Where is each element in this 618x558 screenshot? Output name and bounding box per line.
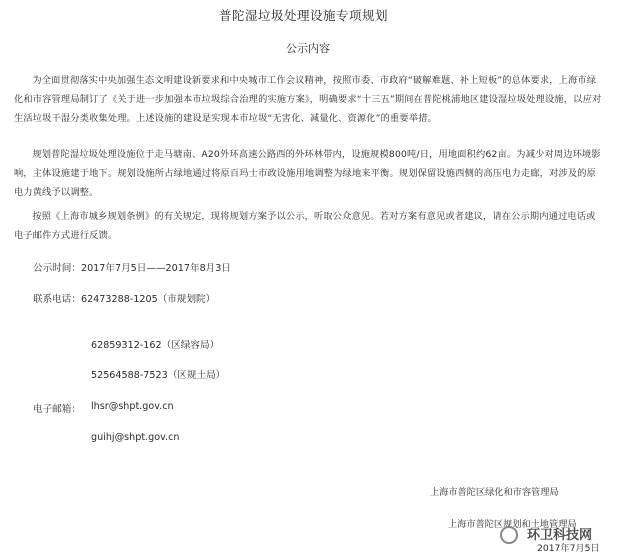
document-title: 普陀湿垃圾处理设施专项规划	[219, 8, 389, 23]
issuing-organization-1: 上海市普陀区绿化和市容管理局	[430, 487, 559, 498]
contact-phone-3: 52564588-7523（区规土局）	[91, 370, 226, 381]
paragraph-plan: 规划普陀湿垃圾处理设施位于走马塘南、A20外环高速公路西的外环林带内，设施规模800吨/日，用地面积约62亩。为减少对周边环境影响，主体设施建于地下。规划设施所占绿地通过将原百玛士市政设施用地调整为绿地来平衡。规划保留设施西侧的高压电力走廊，对涉及的原电力黄线予以调整。	[14, 149, 601, 198]
publicity-time: 公示时间：2017年7月5日——2017年8月3日	[33, 263, 231, 274]
paragraph-intro: 为全面贯彻落实中央加强生态文明建设新要求和中央城市工作会议精神，按照市委、市政府“破解难题、补上短板”的总体要求，上海市绿化和市容管理局制订了《关于进一步加强本市垃圾综合治理的实施方案》，明确要求“十三五”期间在普陀桃浦地区建设湿垃圾处理设施，以应对生活垃圾干湿分类收集处理。上述设施的建设是实现本市垃圾“无害化、减量化、资源化”的重要举措。	[14, 75, 602, 124]
issue-date: 2017年7月5日	[537, 543, 600, 554]
contact-phone-2: 62859312-162（区绿容局）	[91, 340, 220, 351]
email-link-1[interactable]: lhsr@shpt.gov.cn	[91, 401, 174, 412]
wechat-logo-icon	[500, 526, 518, 544]
watermark-text: 环卫科技网	[526, 527, 592, 543]
issuing-organization-2: 上海市普陀区规划和土地管理局	[448, 519, 577, 530]
paragraph-notice: 按照《上海市城乡规划条例》的有关规定，现将规划方案予以公示，听取公众意见。若对方案有意见或者建议，请在公示期内通过电话或电子邮件方式进行反馈。	[14, 211, 596, 241]
email-label: 电子邮箱：	[33, 404, 81, 415]
document-subtitle: 公示内容	[286, 42, 330, 55]
watermark	[500, 524, 592, 545]
email-link-2[interactable]: guihj@shpt.gov.cn	[91, 432, 180, 443]
contact-phone-1: 联系电话：62473288-1205（市规划院）	[33, 294, 216, 305]
